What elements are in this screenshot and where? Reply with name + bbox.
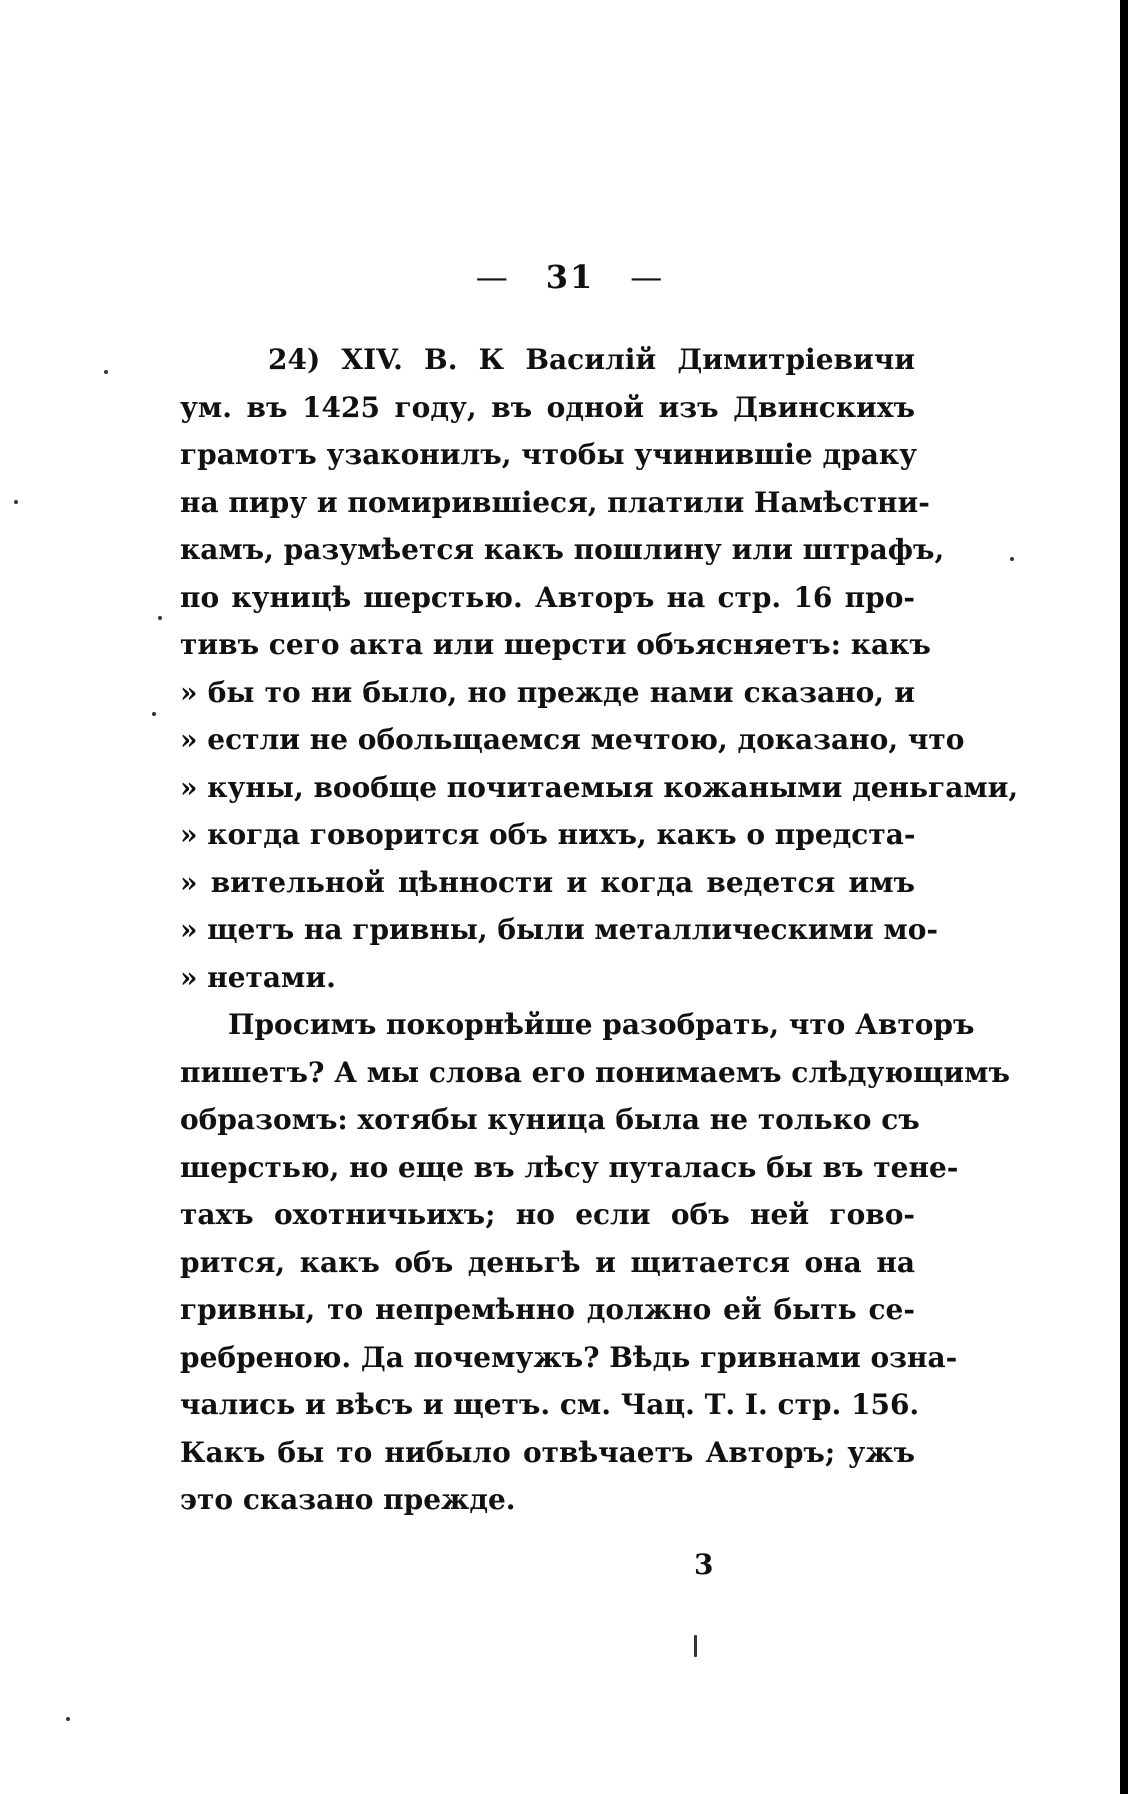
text-line: грамотъ узаконилъ, чтобы учинившіе драку [180, 438, 917, 471]
text-line: ребреною. Да почемужъ? Вѣдь гривнами озна- [180, 1340, 958, 1374]
text-line: ум. въ 1425 году, въ одной изъ Двинскихъ [180, 390, 915, 424]
text-line: » бы то ни было, но прежде нами сказано, и [180, 675, 915, 709]
text-line: » нетами. [180, 960, 336, 994]
text-line: образомъ: хотябы куница была не только съ [180, 1103, 920, 1136]
text-line: пишетъ? А мы слова его понимаемъ слѣдующимъ [180, 1055, 1010, 1089]
text-line: Просимъ покорнѣйше разобрать, что Авторъ [228, 1008, 975, 1041]
text-line: Какъ бы то нибыло отвѣчаетъ Авторъ; ужъ [180, 1435, 915, 1469]
text-line: » щетъ на гривны, были металлическими мо- [180, 913, 939, 946]
text-line: тивъ сего акта или шерсти объясняетъ: какъ [180, 628, 931, 661]
body-text [180, 336, 1019, 1524]
scan-speck [152, 712, 156, 716]
scan-speck [1010, 557, 1014, 561]
text-line: на пиру и помирившіеся, платили Намѣстни- [180, 485, 930, 519]
scan-speck [104, 370, 108, 374]
text-line: тахъ охотничьихъ; но если объ ней гово- [180, 1198, 915, 1231]
text-line: шерстью, но еще въ лѣсу путалась бы въ тене- [180, 1150, 959, 1184]
text-line: по куницѣ шерстью. Авторъ на стр. 16 про- [180, 580, 915, 614]
text-line: » вительной цѣнности и когда ведется имъ [180, 865, 915, 899]
text-line: » куны, вообще почитаемыя кожаными деньгами, [180, 770, 1019, 804]
header-dash-left: — [475, 258, 510, 296]
text-line: чались и вѣсъ и щетъ. см. Чац. Т. I. стр. 156. [180, 1388, 920, 1421]
text-line: 24) XIV. В. К Василій Димитріевичи [268, 343, 915, 376]
scan-speck [158, 616, 162, 620]
header-dash-right: — [630, 258, 665, 296]
page-number: 31 [545, 258, 595, 296]
page-header [0, 258, 1140, 296]
text-line: гривны, то непремѣнно должно ей быть се- [180, 1293, 915, 1326]
text-line: это сказано прежде. [180, 1483, 516, 1516]
scan-speck [694, 1635, 697, 1657]
text-line: камъ, разумѣется какъ пошлину или штрафъ, [180, 533, 945, 566]
text-line: » когда говорится объ нихъ, какъ о предста- [180, 818, 916, 851]
text-line: рится, какъ объ деньгѣ и щитается она на [180, 1245, 915, 1279]
signature-mark: 3 [694, 1548, 714, 1581]
text-line: » естли не обольщаемся мечтою, доказано, что [180, 723, 965, 756]
scan-speck [66, 1717, 70, 1721]
scan-speck [14, 500, 18, 504]
